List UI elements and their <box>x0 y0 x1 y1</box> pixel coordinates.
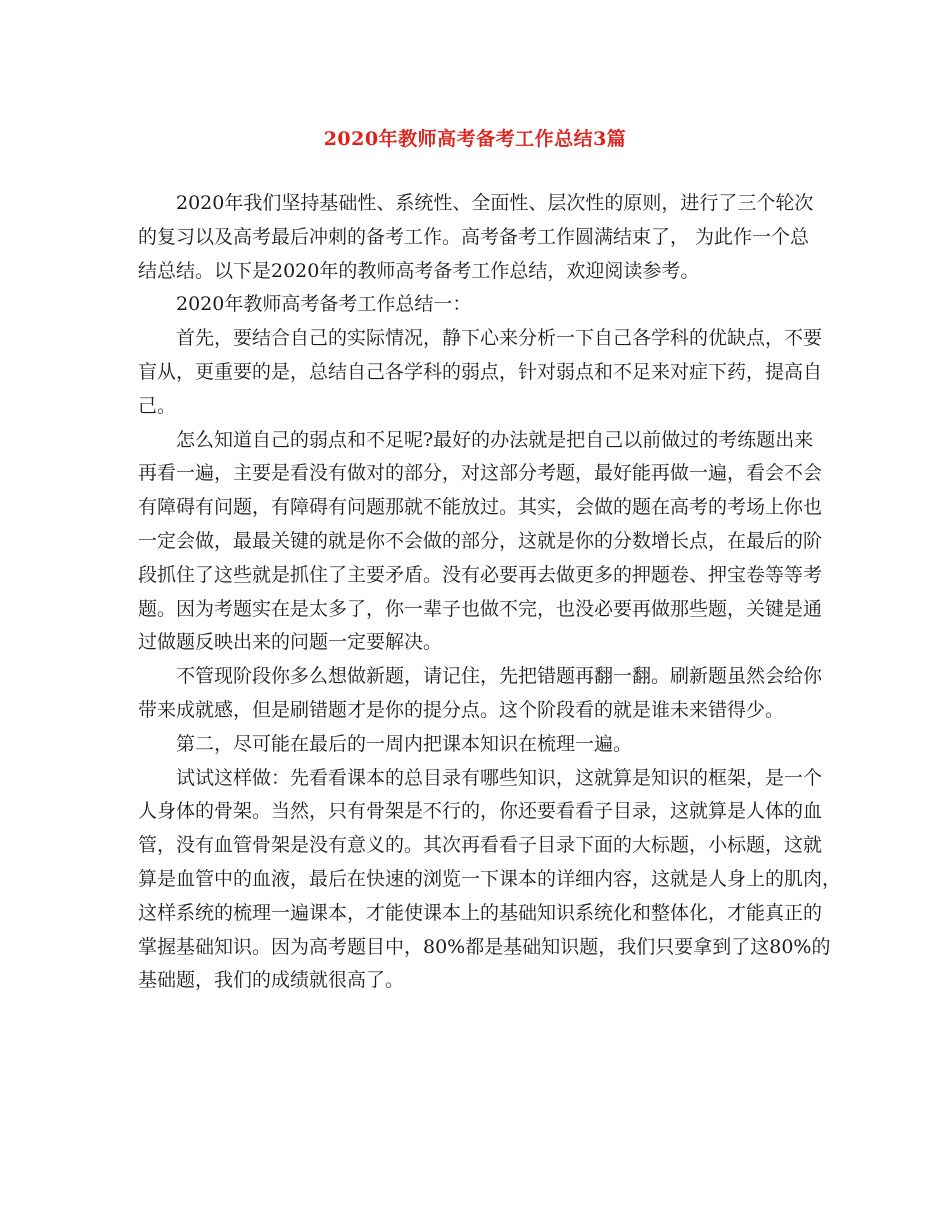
text-line: 人身体的骨架。当然，只有骨架是不行的，你还要看看子目录，这就算是人体的血 <box>138 800 823 823</box>
text-line: 的复习以及高考最后冲刺的备考工作。高考备考工作圆满结束了， 为此作一个总 <box>138 225 810 248</box>
text-line: 算是血管中的血液，最后在快速的浏览一下课本的详细内容，这就是人身上的肌肉， <box>138 867 842 890</box>
text-line: 这样系统的梳理一遍课本，才能使课本上的基础知识系统化和整体化，才能真正的 <box>138 901 823 924</box>
text-line: 有障碍有问题，有障碍有问题那就不能放过。其实，会做的题在高考的考场上你也 <box>138 496 823 519</box>
text-line: 不管现阶段你多么想做新题，请记住，先把错题再翻一翻。刷新题虽然会给你 <box>176 665 823 688</box>
text-line: 再看一遍，主要是看没有做对的部分，对这部分考题，最好能再做一遍，看会不会 <box>138 462 823 485</box>
text-line: 2020年我们坚持基础性、系统性、全面性、层次性的原则，进行了三个轮次 <box>176 192 814 214</box>
text-line: 盲从，更重要的是，总结自己各学科的弱点，针对弱点和不足来对症下药，提高自 <box>138 360 823 383</box>
text-line: 2020年教师高考备考工作总结一： <box>176 293 472 316</box>
text-line: 第二，尽可能在最后的一周内把课本知识在梳理一遍。 <box>176 732 633 755</box>
text-line: 段抓住了这些就是抓住了主要矛盾。没有必要再去做更多的押题卷、押宝卷等等考 <box>138 563 823 586</box>
text-line: 过做题反映出来的问题一定要解决。 <box>138 631 443 654</box>
text-line: 怎么知道自己的弱点和不足呢?最好的办法就是把自己以前做过的考练题出来 <box>176 428 814 451</box>
text-line: 题。因为考题实在是太多了，你一辈子也做不完，也没必要再做那些题，关键是通 <box>138 597 823 620</box>
text-line: 掌握基础知识。因为高考题目中，80%都是基础知识题，我们只要拿到了这80%的 <box>138 935 831 958</box>
text-line: 带来成就感，但是刷错题才是你的提分点。这个阶段看的就是谁未来错得少。 <box>138 698 785 721</box>
text-line: 一定会做，最最关键的就是你不会做的部分，这就是你的分数增长点，在最后的阶 <box>138 529 823 552</box>
text-line: 管，没有血管骨架是没有意义的。其次再看看子目录下面的大标题，小标题，这就 <box>138 834 823 857</box>
document-title: 2020年教师高考备考工作总结3篇 <box>323 128 627 150</box>
text-line: 己。 <box>138 394 177 417</box>
text-line: 试试这样做：先看看课本的总目录有哪些知识，这就算是知识的框架，是一个 <box>176 766 823 789</box>
text-line: 基础题，我们的成绩就很高了。 <box>138 969 405 992</box>
text-line: 结总结。以下是2020年的教师高考备考工作总结，欢迎阅读参考。 <box>138 259 700 282</box>
document-body <box>138 187 842 998</box>
text-line: 首先，要结合自己的实际情况，静下心来分析一下自己各学科的优缺点，不要 <box>176 327 823 350</box>
